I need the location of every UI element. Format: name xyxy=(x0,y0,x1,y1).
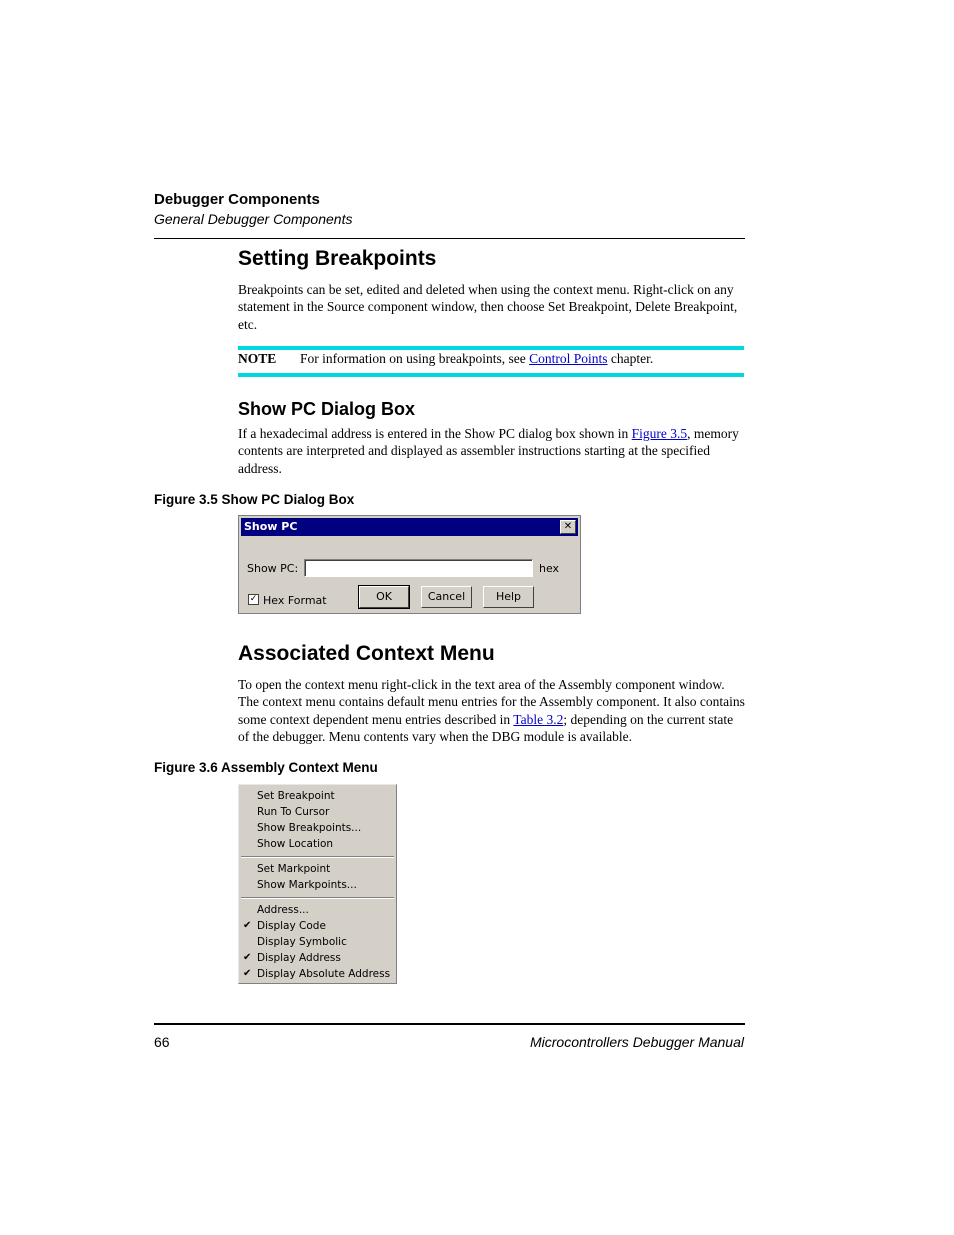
note-box xyxy=(238,351,653,367)
checkmark-icon: ✓ xyxy=(249,594,258,604)
hex-suffix-label: hex xyxy=(539,562,560,575)
close-icon[interactable]: ✕ xyxy=(560,520,576,534)
footer-rule xyxy=(154,1023,745,1025)
figure-3-5-caption: Figure 3.5 Show PC Dialog Box xyxy=(154,492,355,507)
assembly-context-menu xyxy=(238,784,397,984)
menu-item-label: Show Markpoints... xyxy=(257,879,357,891)
context-menu-text-before: To open the context menu right-click in the text area of the Assembly component window. The context menu contains default menu entries for the Assembly component. It also contains some context dependent menu entries described in xyxy=(238,677,745,727)
hex-format-checkbox[interactable] xyxy=(248,594,259,605)
menu-separator xyxy=(241,897,394,899)
menu-item-display-symbolic[interactable] xyxy=(239,934,396,950)
menu-item-label: Set Breakpoint xyxy=(257,790,335,802)
checkmark-icon: ✔ xyxy=(243,952,252,963)
menu-item-label: Run To Cursor xyxy=(257,806,330,818)
heading-associated-context-menu: Associated Context Menu xyxy=(238,642,495,665)
note-text-before: For information on using breakpoints, see xyxy=(300,351,530,366)
dialog-titlebar[interactable] xyxy=(241,518,578,536)
manual-title: Microcontrollers Debugger Manual xyxy=(530,1034,744,1050)
menu-item-label: Display Symbolic xyxy=(257,936,347,948)
checkmark-icon: ✔ xyxy=(243,968,252,979)
note-label: NOTE xyxy=(238,351,277,366)
menu-item-run-to-cursor[interactable] xyxy=(239,804,396,820)
menu-item-show-breakpoints[interactable] xyxy=(239,820,396,836)
menu-item-label: Display Code xyxy=(257,920,326,932)
menu-item-show-markpoints[interactable] xyxy=(239,877,396,893)
menu-item-label: Show Location xyxy=(257,838,334,850)
control-points-link[interactable]: Control Points xyxy=(529,351,608,366)
setting-breakpoints-paragraph: Breakpoints can be set, edited and deleted when using the context menu. Right-click on any statement in the Source component window, then choose Set Breakpoint, Delete Breakpoint, etc. xyxy=(238,282,738,332)
running-header-title: Debugger Components xyxy=(154,191,320,208)
menu-item-display-address[interactable] xyxy=(239,950,396,966)
show-pc-dialog xyxy=(238,515,581,614)
menu-item-label: Display Address xyxy=(257,952,341,964)
menu-item-set-breakpoint[interactable] xyxy=(239,788,396,804)
header-rule xyxy=(154,238,745,239)
note-bottom-rule xyxy=(238,373,744,377)
show-pc-input[interactable] xyxy=(304,559,533,577)
context-menu-text-after: ; depending on the current state of the debugger. Menu contents vary when the DBG module is available. xyxy=(238,711,734,744)
show-pc-label: Show PC: xyxy=(247,562,299,575)
hex-format-label: Hex Format xyxy=(263,594,327,607)
menu-item-label: Show Breakpoints... xyxy=(257,822,362,834)
note-text-after: chapter. xyxy=(607,351,654,366)
menu-item-label: Set Markpoint xyxy=(257,863,331,875)
note-top-rule xyxy=(238,346,744,350)
ok-button[interactable]: OK xyxy=(359,586,409,608)
menu-item-show-location[interactable] xyxy=(239,836,396,852)
show-pc-text-before: If a hexadecimal address is entered in the Show PC dialog box shown in xyxy=(238,426,632,441)
menu-item-label: Display Absolute Address xyxy=(257,968,391,980)
checkmark-icon: ✔ xyxy=(243,920,252,931)
dialog-title: Show PC xyxy=(244,520,298,533)
page-number: 66 xyxy=(154,1034,170,1050)
show-pc-text-after: , memory contents are interpreted and displayed as assembler instructions starting at the specified address. xyxy=(238,426,739,476)
table-3-2-link[interactable]: Table 3.2 xyxy=(513,711,564,727)
running-header-subtitle: General Debugger Components xyxy=(154,211,353,227)
figure-3-6-caption: Figure 3.6 Assembly Context Menu xyxy=(154,760,378,775)
help-button[interactable]: Help xyxy=(483,586,534,608)
context-menu-paragraph xyxy=(238,676,746,745)
menu-separator xyxy=(241,856,394,858)
heading-show-pc-dialog-box: Show PC Dialog Box xyxy=(238,399,416,419)
menu-item-display-absolute-address[interactable] xyxy=(239,966,396,982)
menu-item-display-code[interactable] xyxy=(239,918,396,934)
menu-item-set-markpoint[interactable] xyxy=(239,861,396,877)
show-pc-paragraph xyxy=(238,425,746,477)
figure-3-5-link[interactable]: Figure 3.5 xyxy=(631,426,688,441)
cancel-button[interactable]: Cancel xyxy=(421,586,472,608)
menu-item-address[interactable] xyxy=(239,902,396,918)
menu-item-label: Address... xyxy=(257,904,309,916)
heading-setting-breakpoints: Setting Breakpoints xyxy=(238,247,437,270)
